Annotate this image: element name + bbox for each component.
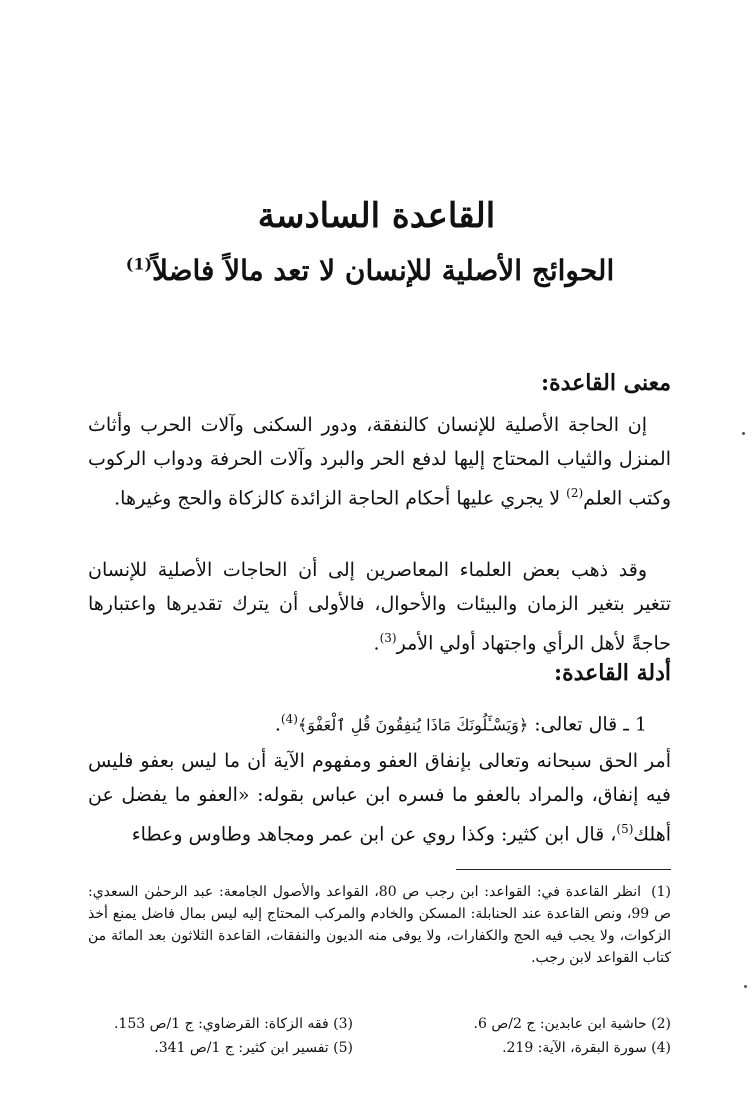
footnote-text: انظر القاعدة في: القواعد: ابن رجب ص 80، القواعد والأصول الجامعة: عبد الرحمٰن السعدي: ص 99، ونص القاعدة عند الحنابلة: المسكن والخادم والمركب المحتاج إليه ليس بمال فاضل يمنع أخذ الزكوات، ولا يجب فيه الحج والكفارات، ولا يوفى منه الديون والنفقات، القاعدة الثلاثون بعد المائة من كتاب القواعد لابن رجب. <box>88 884 671 966</box>
footnote-ref-4: (4) <box>280 712 298 726</box>
subtitle-footnote-ref: (1) <box>125 254 153 274</box>
footnote-2: (2) حاشية ابن عابدين: ج 2/ص 6. <box>473 1016 671 1032</box>
item-lead: 1 ـ قال تعالى: <box>528 713 647 736</box>
paragraph-evidence-explanation <box>88 744 671 851</box>
paragraph-meaning-1 <box>88 408 671 515</box>
footnote-separator <box>456 869 671 870</box>
footnote-ref-5: (5) <box>616 822 634 836</box>
footnote-number: (1) <box>651 884 672 900</box>
quran-verse: ﴿وَيَسْـَٔلُونَكَ مَاذَا يُنفِقُونَ قُلِ ٱلْعَفْوَ﴾ <box>297 715 529 735</box>
section-heading-meaning: معنى القاعدة: <box>540 370 671 396</box>
chapter-subtitle <box>90 254 650 287</box>
item-tail: . <box>274 713 281 736</box>
footnote-ref-3: (3) <box>379 631 397 645</box>
scan-speck <box>742 432 745 435</box>
footnote-4: (4) سورة البقرة، الآية: 219. <box>502 1040 671 1056</box>
paragraph-text: لا يجري عليها أحكام الحاجة الزائدة كالزكاة والحج وغيرها. <box>114 487 567 510</box>
scan-speck <box>744 985 747 988</box>
paragraph-text: أمر الحق سبحانه وتعالى بإنفاق العفو ومفهوم الآية أن ما ليس بعفو فليس فيه إنفاق، والمراد بالعفو ما فسره ابن عباس بقوله: «العفو ما يفضل عن أهلك <box>88 750 671 846</box>
subtitle-text: الحوائج الأصلية للإنسان لا تعد مالاً فاضلاً <box>152 254 615 287</box>
paragraph-text: وقد ذهب بعض العلماء المعاصرين إلى أن الحاجات الأصلية للإنسان تتغير بتغير الزمان والبيئات والأحوال، فالأولى أن يترك تقديرها واعتبارها حاجةً لأهل الرأي واجتهاد أولي الأمر <box>88 559 671 655</box>
footnote-3: (3) فقه الزكاة: القرضاوي: ج 1/ص 153. <box>113 1016 353 1032</box>
paragraph-text: ، قال ابن كثير: وكذا روي عن ابن عمر ومجاهد وطاوس وعطاء <box>131 823 617 846</box>
paragraph-meaning-2 <box>88 553 671 660</box>
paragraph-text: إن الحاجة الأصلية للإنسان كالنفقة، ودور السكنى وآلات الحرب وأثاث المنزل والثياب المحتاج إليها لدفع الحر والبرد وآلات الحرفة ودواب الركوب وكتب العلم <box>88 414 671 510</box>
chapter-title: القاعدة السادسة <box>257 196 496 236</box>
footnote-ref-2: (2) <box>566 486 584 500</box>
section-heading-evidence: أدلة القاعدة: <box>553 660 671 686</box>
paragraph-text: . <box>373 632 380 655</box>
evidence-item-1 <box>88 702 671 742</box>
footnote-5: (5) تفسير ابن كثير: ج 1/ص 341. <box>154 1040 353 1056</box>
footnote-1 <box>88 881 671 969</box>
